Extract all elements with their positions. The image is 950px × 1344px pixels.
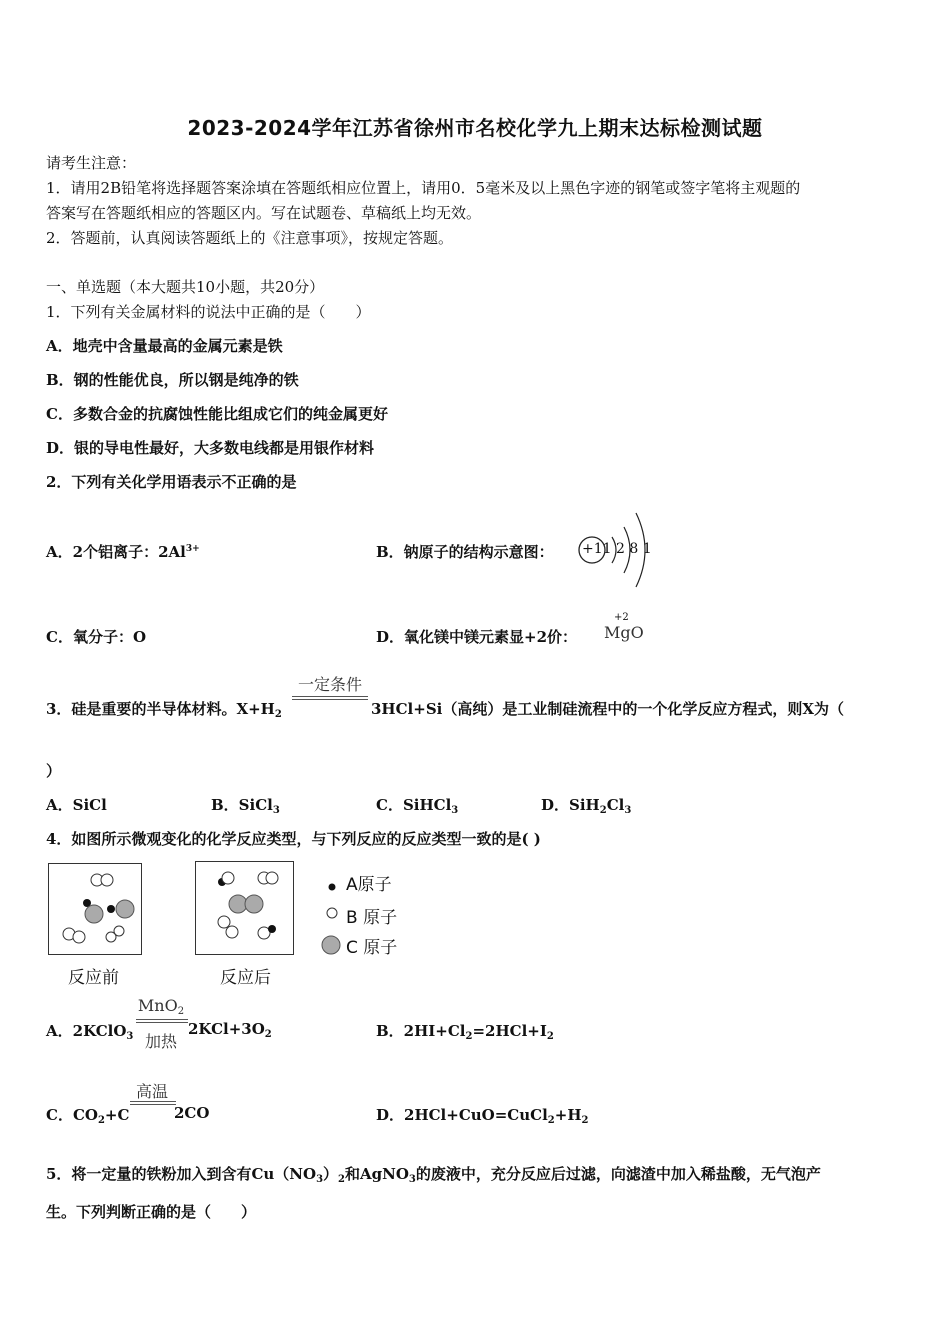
q5-stem-line-2: 生。下列判断正确的是（ ）	[46, 1203, 257, 1221]
legend-c-dot	[320, 934, 342, 956]
q3-stem-pre: 3．硅是重要的半导体材料。$X+H_2$	[46, 700, 282, 720]
q3-option-a: A．SiCl	[46, 796, 107, 814]
page-title: 2023-2024学年江苏省徐州市名校化学九上期末达标检测试题	[187, 116, 763, 140]
legend-b-dot	[325, 905, 339, 919]
q1-option-b: B．钢的性能优良，所以钢是纯净的铁	[46, 371, 299, 389]
reaction-before-diagram	[49, 864, 141, 954]
nucleus-charge: +11	[582, 541, 612, 557]
q3-stem-end: ）	[46, 762, 62, 780]
legend-a-dot	[326, 878, 338, 890]
q4-a-condition: 加热	[144, 1032, 177, 1051]
q4-c-eq-line-1	[130, 1101, 176, 1102]
notice-line-1a: 1．请用2B铅笔将选择题答案涂填在答题纸相应位置上，请用0．5毫米及以上黑色字迹的钢笔或签字笔将主观题的	[46, 179, 801, 197]
legend-c-label: C 原子	[346, 938, 398, 958]
valence-mark: +2	[614, 612, 629, 623]
q3-eq-line-1	[292, 696, 368, 697]
q4-c-eq-line-2	[130, 1104, 176, 1105]
q2-option-c: C．氧分子：O	[46, 628, 147, 646]
q3-option-d: D．$SiH_2Cl_3$	[541, 796, 632, 816]
notice-line-2: 2．答题前，认真阅读答题纸上的《注意事项》，按规定答题。	[46, 229, 454, 247]
reaction-before-box	[48, 863, 142, 955]
legend-b-label: B 原子	[346, 908, 398, 928]
q2-option-a: A．2个铝离子：$2Al^{3+}$	[46, 543, 200, 561]
notice-line-1b: 答案写在答题纸相应的答题区内。写在试题卷、草稿纸上均无效。	[46, 204, 482, 222]
q4-a-eq-line-2	[136, 1022, 188, 1023]
sodium-atom-diagram	[574, 505, 664, 595]
q1-stem: 1．下列有关金属材料的说法中正确的是（ ）	[46, 303, 371, 321]
q3-option-b: B．SiCl$_3$	[211, 796, 280, 816]
q4-a-eq-line-1	[136, 1019, 188, 1020]
q4-stem: 4．如图所示微观变化的化学反应类型，与下列反应的反应类型一致的是( )	[46, 830, 541, 848]
q1-option-c: C．多数合金的抗腐蚀性能比组成它们的纯金属更好	[46, 405, 388, 423]
after-label: 反应后	[220, 968, 271, 988]
mgo-formula: MgO	[604, 623, 644, 642]
q4-option-b: B．$2HI+Cl_2=2HCl+I_2$	[376, 1022, 554, 1042]
q3-stem-post: 3HCl+Si（高纯）是工业制硅流程中的一个化学反应方程式，则X为（	[371, 700, 844, 718]
q4-c-condition: 高温	[135, 1082, 168, 1101]
q4-option-d: D．$2HCl+CuO=CuCl_2+H_2$	[376, 1106, 589, 1126]
q2-stem: 2．下列有关化学用语表示不正确的是	[46, 473, 297, 491]
q4-a-catalyst: MnO$_2$	[137, 996, 185, 1017]
section-heading: 一、单选题（本大题共10小题，共20分）	[46, 278, 325, 296]
q4-option-a-post: $2KCl+3O_2$	[188, 1020, 272, 1040]
q3-option-c: C．SiHCl$_3$	[376, 796, 459, 816]
q4-option-a-pre: A．2KClO$_3$	[46, 1022, 134, 1042]
reaction-after-diagram	[196, 862, 293, 954]
q2-option-d: D．氧化镁中镁元素显+2价：	[376, 628, 578, 646]
q4-option-c-pre: C．$CO_2+C$	[46, 1106, 130, 1126]
q4-option-c-post: 2CO	[174, 1104, 210, 1122]
notice-heading: 请考生注意：	[46, 154, 137, 172]
reaction-after-box	[195, 861, 294, 955]
q5-stem-line-1: 5．将一定量的铁粉加入到含有$Cu(NO_3)_2$和AgNO$_3$的废液中，充分反应后过滤，向滤渣中加入稀盐酸，无气泡产	[46, 1165, 821, 1185]
electron-shells: 2 8 1	[616, 541, 652, 557]
q3-condition: 一定条件	[297, 675, 362, 694]
q1-option-d: D．银的导电性最好，大多数电线都是用银作材料	[46, 439, 375, 457]
q1-option-a: A．地壳中含量最高的金属元素是铁	[46, 337, 283, 355]
before-label: 反应前	[68, 968, 119, 988]
q2-option-b: B．钠原子的结构示意图：	[376, 543, 554, 561]
legend-a-label: A原子	[346, 875, 392, 895]
q3-eq-line-2	[292, 699, 368, 700]
